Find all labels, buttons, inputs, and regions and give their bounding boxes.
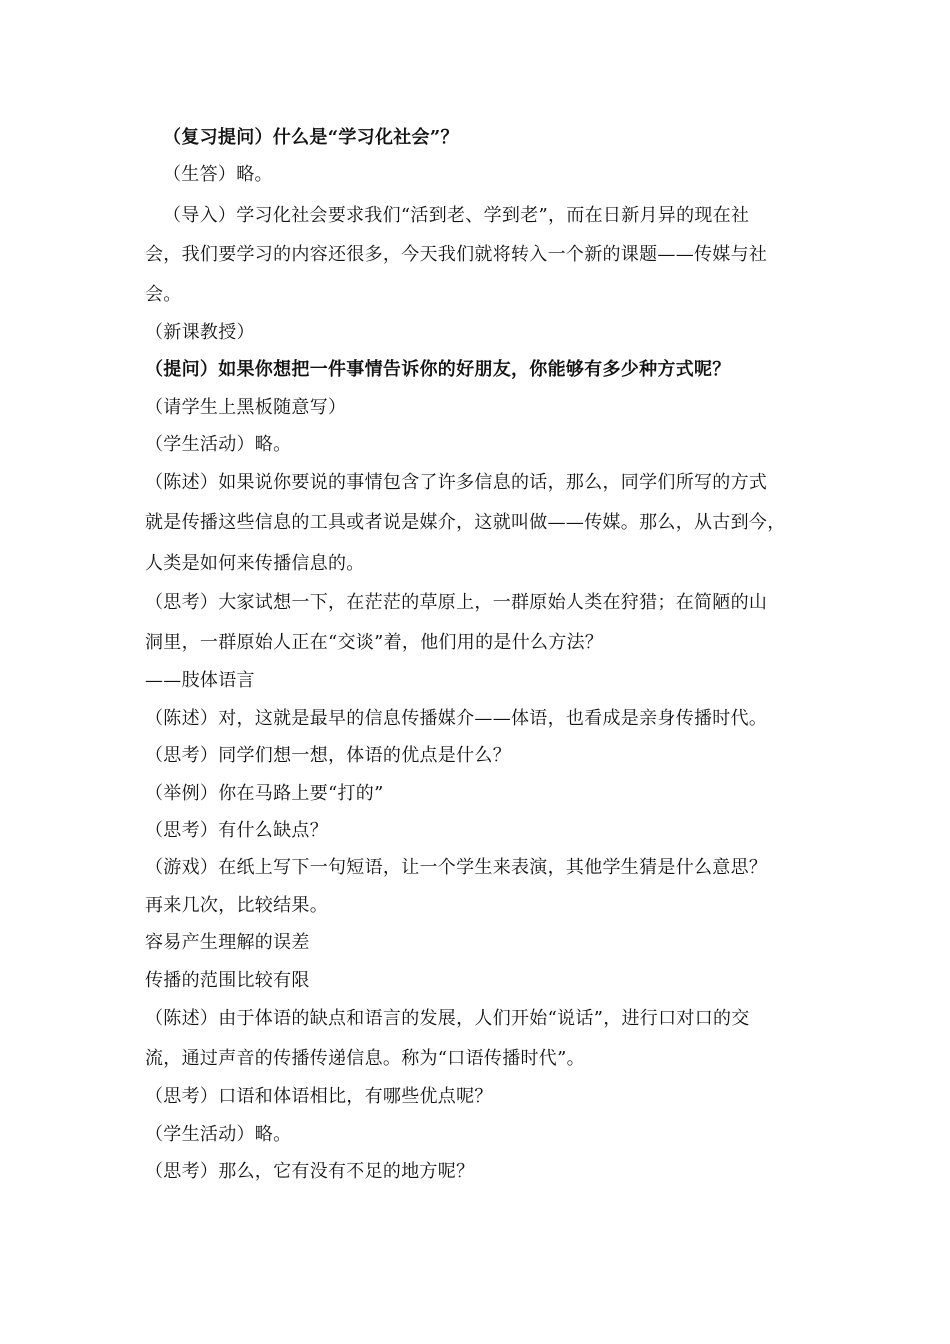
line-intro-2: 会，我们要学习的内容还很多，今天我们就将转入一个新的课题——传媒与社: [145, 244, 768, 265]
line-misunderstanding: 容易产生理解的误差: [145, 932, 310, 953]
line-intro-1: （导入）学习化社会要求我们“活到老、学到老”，而在日新月异的现在社: [163, 205, 750, 226]
line-blackboard: （请学生上黑板随意写）: [145, 397, 347, 418]
line-activity-1: （学生活动）略。: [145, 434, 292, 455]
line-repeat: 再来几次，比较结果。: [145, 895, 328, 916]
line-statement-3a: （陈述）由于体语的缺点和语言的发展，人们开始“说话”，进行口对口的交: [145, 1008, 750, 1029]
line-activity-2: （学生活动）略。: [145, 1124, 292, 1145]
line-review-question: （复习提问）什么是“学习化社会”？: [163, 127, 459, 148]
line-think-1b: 洞里，一群原始人正在“交谈”着，他们用的是什么方法？: [145, 632, 604, 653]
line-statement-2: （陈述）对，这就是最早的信息传播媒介——体语，也看成是亲身传播时代。: [145, 708, 768, 729]
line-example: （举例）你在马路上要“打的”: [145, 783, 384, 804]
line-statement-3b: 流，通过声音的传播传递信息。称为“口语传播时代”。: [145, 1048, 585, 1069]
line-think-1a: （思考）大家试想一下，在茫茫的草原上，一群原始人类在狩猎；在简陋的山: [145, 592, 768, 613]
line-statement-1b: 就是传播这些信息的工具或者说是媒介，这就叫做——传媒。那么，从古到今，: [145, 512, 786, 533]
line-think-5: （思考）那么，它有没有不足的地方呢？: [145, 1161, 475, 1182]
line-limited-range: 传播的范围比较有限: [145, 970, 310, 991]
line-new-lesson: （新课教授）: [145, 322, 255, 343]
line-intro-3: 会。: [145, 284, 182, 305]
line-question-ways: （提问）如果你想把一件事情告诉你的好朋友，你能够有多少种方式呢？: [145, 359, 731, 380]
line-statement-1a: （陈述）如果说你要说的事情包含了许多信息的话，那么，同学们所写的方式: [145, 472, 768, 493]
line-student-answer: （生答）略。: [163, 164, 273, 185]
line-think-4: （思考）口语和体语相比，有哪些优点呢？: [145, 1086, 493, 1107]
line-game: （游戏）在纸上写下一句短语，让一个学生来表演，其他学生猜是什么意思？: [145, 857, 768, 878]
line-body-language: ——肢体语言: [145, 670, 255, 691]
line-think-2: （思考）同学们想一想，体语的优点是什么？: [145, 745, 511, 766]
line-think-3: （思考）有什么缺点？: [145, 820, 328, 841]
line-statement-1c: 人类是如何来传播信息的。: [145, 553, 365, 574]
